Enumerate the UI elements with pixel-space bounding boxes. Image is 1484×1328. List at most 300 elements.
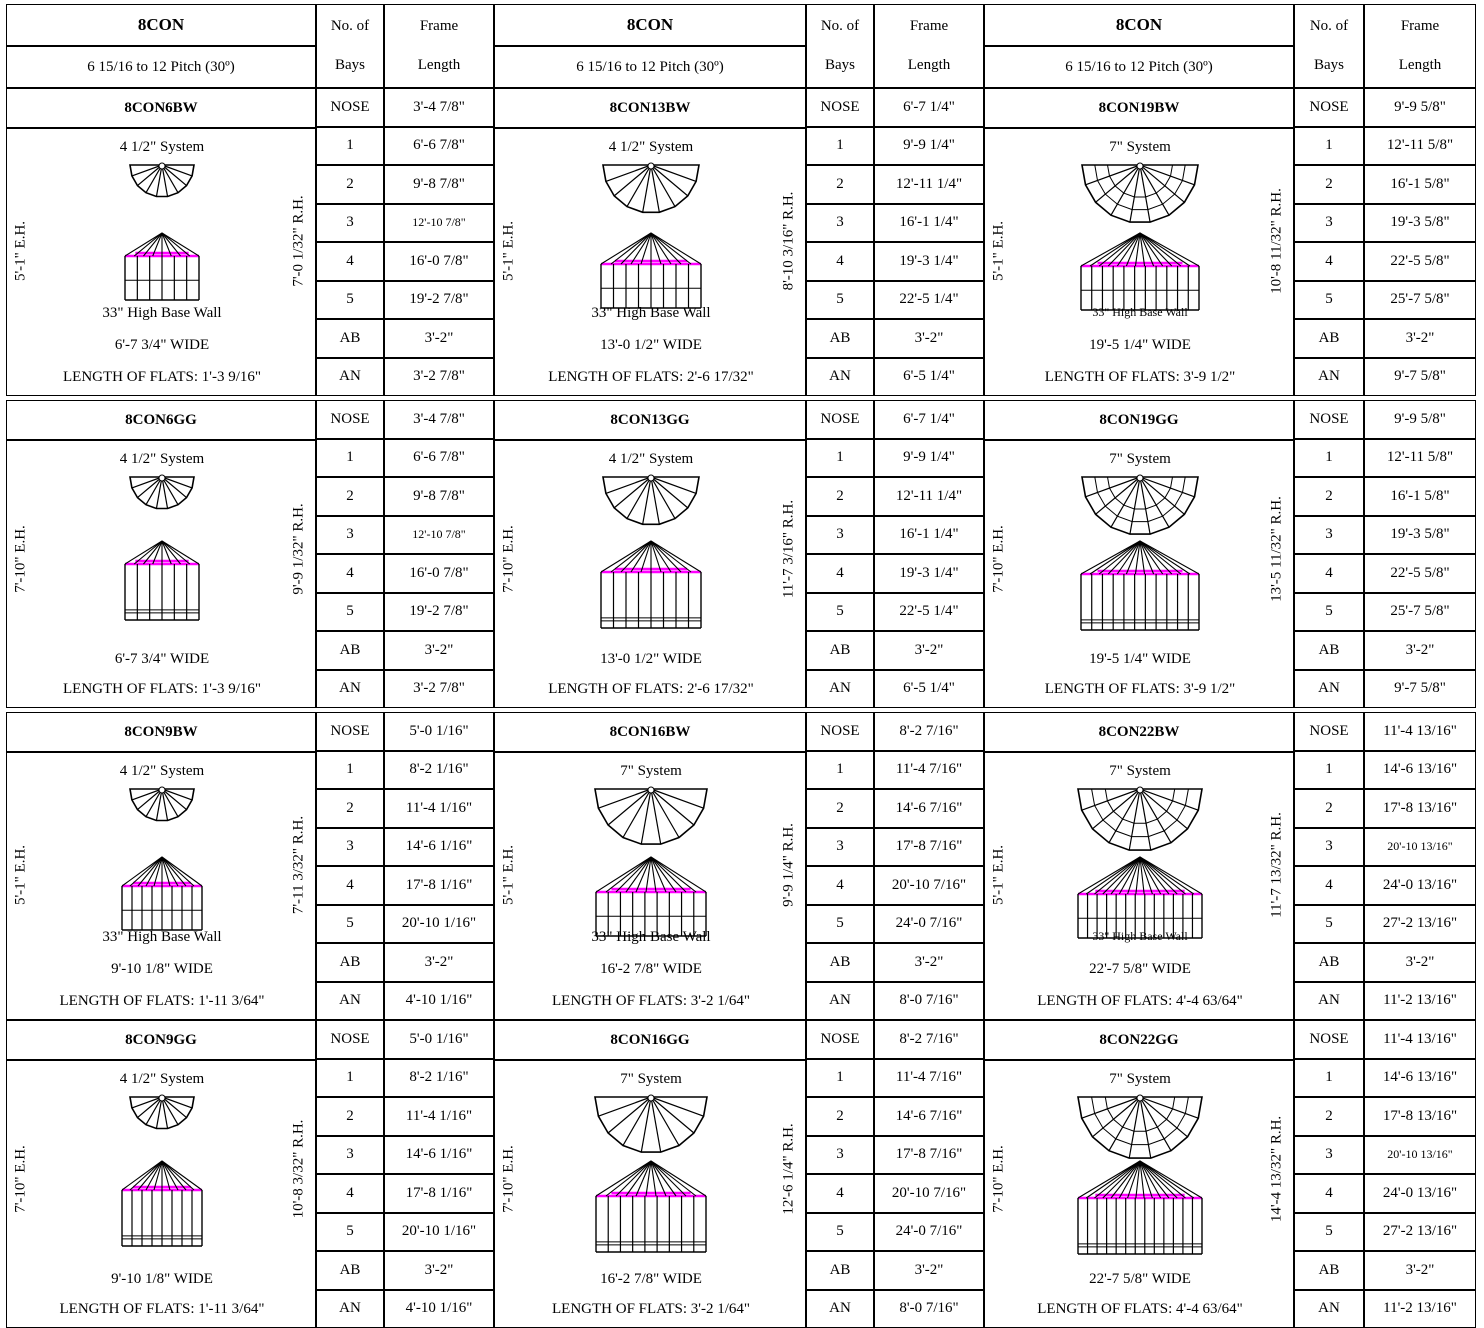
plan-hub	[648, 787, 654, 793]
panel-middle	[494, 4, 984, 1326]
plan-view-icon	[1076, 787, 1204, 855]
frame-length-cell: 27'-2 13/16"	[1364, 1213, 1476, 1252]
system-label: 4 1/2" System	[119, 1071, 205, 1087]
frame-length-cell: 9'-7 5/8"	[1364, 358, 1476, 397]
eave-height-label: 7'-10" E.H.	[500, 1145, 517, 1213]
model-drawing	[984, 128, 1294, 396]
elev-rafter	[1081, 541, 1140, 574]
model-code: 8CON6BW	[6, 88, 316, 128]
bay-cell: 1	[806, 1059, 874, 1098]
bay-cell: 1	[316, 1059, 384, 1098]
bay-cell: 1	[1294, 127, 1364, 166]
model-drawing	[6, 128, 316, 396]
frame-length-cell: 3'-2"	[1364, 1251, 1476, 1290]
bay-cell: 1	[1294, 751, 1364, 790]
header-bays-bottom: Bays	[1314, 57, 1344, 73]
plan-ring	[1105, 1097, 1174, 1131]
plan-view-icon	[1080, 163, 1200, 227]
frame-length-cell: 3'-2"	[1364, 631, 1476, 670]
elevation-view-icon	[125, 233, 201, 305]
frame-length-cell: 24'-0 7/16"	[874, 1213, 984, 1252]
bay-cell: 2	[806, 1097, 874, 1136]
plan-outline	[130, 1097, 194, 1129]
width-label: 16'-2 7/8" WIDE	[600, 961, 702, 977]
frame-length-cell: 3'-2"	[384, 319, 494, 358]
bay-cell: NOSE	[1294, 712, 1364, 751]
bay-cell: AN	[316, 1290, 384, 1328]
frame-length-cell: 3'-2"	[874, 1251, 984, 1290]
bay-cell: 1	[806, 127, 874, 166]
plan-hub	[648, 163, 654, 169]
elev-rafter	[651, 857, 706, 892]
base-wall-label: 33" High Base Wall	[1092, 929, 1188, 943]
bay-cell: 2	[316, 477, 384, 516]
bay-cell: AB	[806, 943, 874, 982]
frame-length-cell: 9'-8 7/8"	[384, 165, 494, 204]
plan-ring	[1108, 165, 1173, 197]
eave-height-label: 5'-1" E.H.	[500, 220, 517, 282]
frame-length-cell: 6'-7 1/4"	[874, 400, 984, 439]
plan-rafter	[651, 477, 688, 508]
flats-label: LENGTH OF FLATS: 1'-3 9/16"	[63, 369, 261, 385]
bay-cell: 3	[1294, 828, 1364, 867]
plan-hub	[159, 475, 165, 481]
frame-length-cell: 19'-3 5/8"	[1364, 516, 1476, 555]
header-bays-bottom: Bays	[335, 57, 365, 73]
frame-length-cell: 20'-10 13/16"	[1364, 828, 1476, 867]
frame-length-cell: 8'-2 7/16"	[874, 1020, 984, 1059]
bay-cell: 5	[806, 905, 874, 944]
model-drawing	[494, 752, 806, 1020]
frame-length-cell: 8'-0 7/16"	[874, 1290, 984, 1328]
frame-length-cell: 20'-10 1/16"	[384, 905, 494, 944]
frame-length-cell: 11'-4 7/16"	[874, 1059, 984, 1098]
elevation-view-icon	[1081, 233, 1201, 315]
header-title: 8CON	[494, 4, 806, 46]
bay-cell: AB	[806, 319, 874, 358]
header-title: 8CON	[984, 4, 1294, 46]
frame-length-cell: 9'-7 5/8"	[1364, 670, 1476, 709]
bay-cell: 5	[1294, 281, 1364, 320]
plan-hub	[1137, 475, 1143, 481]
bay-cell: 3	[1294, 1136, 1364, 1175]
system-label: 7" System	[1109, 763, 1171, 779]
bay-cell: AB	[1294, 1251, 1364, 1290]
elevation-view-icon	[122, 1161, 204, 1251]
bay-cell: 4	[806, 1174, 874, 1213]
elev-rafter	[1090, 541, 1140, 574]
bay-cell: NOSE	[316, 1020, 384, 1059]
frame-length-cell: 6'-6 7/8"	[384, 439, 494, 478]
width-label: 19'-5 1/4" WIDE	[1089, 337, 1191, 353]
plan-rafter	[614, 477, 651, 508]
frame-length-cell: 16'-1 1/4"	[874, 516, 984, 555]
frame-length-cell: 9'-9 1/4"	[874, 439, 984, 478]
plan-rafter	[132, 165, 162, 176]
elev-rafter	[1081, 233, 1140, 266]
model-block	[494, 400, 984, 708]
elevation-view-icon	[601, 541, 703, 633]
model-code: 8CON13BW	[494, 88, 806, 128]
elev-rafter	[1095, 1161, 1140, 1198]
frame-length-cell: 17'-8 1/16"	[384, 1174, 494, 1213]
plan-rafter	[162, 1097, 192, 1108]
bay-cell: AN	[1294, 1290, 1364, 1328]
bay-cell: 4	[316, 866, 384, 905]
frame-length-cell: 9'-9 5/8"	[1364, 88, 1476, 127]
plan-rafter	[598, 1097, 651, 1116]
elev-rafter	[1140, 541, 1199, 574]
header-frame-bottom: Length	[907, 57, 951, 73]
bay-cell: NOSE	[806, 400, 874, 439]
frame-length-cell: 11'-2 13/16"	[1364, 982, 1476, 1021]
bay-cell: 4	[806, 866, 874, 905]
plan-rafter	[162, 789, 192, 800]
elev-rafter	[631, 541, 651, 572]
frame-length-cell: 19'-2 7/8"	[384, 281, 494, 320]
bay-cell: 4	[1294, 866, 1364, 905]
eave-height-label: 7'-10" E.H.	[12, 525, 29, 593]
header-bays	[806, 4, 874, 88]
plan-rafter	[651, 1097, 694, 1133]
system-label: 4 1/2" System	[119, 763, 205, 779]
elev-rafter	[651, 857, 686, 892]
bay-cell: AB	[316, 943, 384, 982]
frame-length-cell: 19'-3 5/8"	[1364, 204, 1476, 243]
header-pitch: 6 15/16 to 12 Pitch (30º)	[6, 46, 316, 88]
eave-height-label: 7'-10" E.H.	[990, 1145, 1007, 1213]
bay-cell: 1	[1294, 1059, 1364, 1098]
bay-cell: 3	[316, 1136, 384, 1175]
bay-cell: NOSE	[1294, 88, 1364, 127]
header-bays-top: No. of	[330, 18, 370, 34]
elevation-view-icon	[601, 233, 703, 313]
bay-cell: 4	[316, 554, 384, 593]
header-frame-bottom: Length	[1398, 57, 1442, 73]
elev-rafter	[606, 1161, 651, 1196]
plan-view-icon	[128, 163, 196, 201]
bay-cell: AB	[316, 1251, 384, 1290]
frame-length-cell: 11'-2 13/16"	[1364, 1290, 1476, 1328]
ridge-height-label: 10'-8 3/32" R.H.	[290, 1119, 307, 1219]
model-code: 8CON22GG	[984, 1020, 1294, 1060]
plan-ring	[1108, 477, 1173, 509]
flats-label: LENGTH OF FLATS: 3'-9 1/2"	[1044, 681, 1236, 697]
model-block	[984, 1020, 1476, 1328]
frame-length-cell: 6'-5 1/4"	[874, 670, 984, 709]
width-label: 16'-2 7/8" WIDE	[600, 1271, 702, 1287]
bay-cell: 3	[1294, 516, 1364, 555]
elevation-view-icon	[1081, 541, 1201, 635]
elev-rafter	[1108, 541, 1140, 574]
frame-length-cell: 27'-2 13/16"	[1364, 905, 1476, 944]
plan-hub	[648, 475, 654, 481]
frame-length-cell: 3'-2"	[384, 631, 494, 670]
elev-rafter	[611, 541, 651, 572]
flats-label: LENGTH OF FLATS: 2'-6 17/32"	[548, 681, 754, 697]
eave-height-label: 7'-10" E.H.	[500, 525, 517, 593]
elev-rafter	[130, 857, 162, 886]
model-block	[984, 88, 1476, 396]
elev-rafter	[146, 1161, 162, 1190]
bay-cell: 3	[806, 516, 874, 555]
header-bays-top: No. of	[1309, 18, 1349, 34]
frame-length-cell: 8'-2 7/16"	[874, 712, 984, 751]
bay-cell: AB	[806, 1251, 874, 1290]
frame-length-cell: 22'-5 5/8"	[1364, 242, 1476, 281]
bay-cell: 3	[806, 828, 874, 867]
base-wall-label: 33" High Base Wall	[591, 929, 711, 945]
frame-length-cell: 17'-8 1/16"	[384, 866, 494, 905]
eave-height-label: 5'-1" E.H.	[990, 844, 1007, 906]
elev-rafter	[162, 857, 194, 886]
model-drawing	[6, 1060, 316, 1328]
elev-rafter	[1140, 541, 1172, 574]
elevation-view-icon	[596, 1161, 708, 1257]
elev-rafter	[1140, 857, 1185, 894]
frame-length-cell: 22'-5 1/4"	[874, 593, 984, 632]
frame-length-cell: 16'-0 7/8"	[384, 554, 494, 593]
bay-cell: AB	[1294, 631, 1364, 670]
ridge-height-label: 7'-11 3/32" R.H.	[290, 815, 307, 915]
frame-length-cell: 8'-2 1/16"	[384, 1059, 494, 1098]
header-frame-top: Frame	[1400, 18, 1440, 34]
bay-cell: NOSE	[806, 1020, 874, 1059]
bay-cell: 3	[316, 828, 384, 867]
elev-rafter	[1111, 857, 1140, 894]
plan-outline	[603, 477, 699, 524]
model-drawing	[984, 752, 1294, 1020]
frame-length-cell: 20'-10 1/16"	[384, 1213, 494, 1252]
elev-rafter	[1108, 233, 1140, 266]
header-frame-bottom: Length	[417, 57, 461, 73]
frame-length-cell: 17'-8 7/16"	[874, 828, 984, 867]
elev-rafter	[162, 1161, 178, 1190]
elev-rafter	[596, 1161, 651, 1196]
plan-rafter	[651, 165, 696, 181]
system-label: 4 1/2" System	[608, 139, 694, 155]
model-drawing	[494, 440, 806, 708]
frame-length-cell: 14'-6 1/16"	[384, 1136, 494, 1175]
plan-view-icon	[1080, 475, 1200, 539]
elev-rafter	[1140, 233, 1172, 266]
header-title: 8CON	[6, 4, 316, 46]
system-label: 4 1/2" System	[608, 451, 694, 467]
ridge-height-label: 8'-10 3/16" R.H.	[780, 191, 797, 291]
plan-view-icon	[593, 787, 709, 849]
ridge-height-label: 14'-4 13/32" R.H.	[1268, 1115, 1285, 1223]
frame-length-cell: 17'-8 13/16"	[1364, 789, 1476, 828]
elev-rafter	[651, 233, 671, 264]
bay-cell: 1	[316, 127, 384, 166]
elevation-view-icon	[1078, 1161, 1204, 1259]
bay-cell: AN	[1294, 670, 1364, 709]
model-block	[494, 1020, 984, 1328]
model-drawing	[984, 440, 1294, 708]
ridge-height-label: 9'-9 1/32" R.H.	[290, 503, 307, 595]
flats-label: LENGTH OF FLATS: 4'-4 63/64"	[1037, 1301, 1243, 1317]
header-pitch: 6 15/16 to 12 Pitch (30º)	[984, 46, 1294, 88]
frame-length-cell: 11'-4 1/16"	[384, 1097, 494, 1136]
width-label: 9'-10 1/8" WIDE	[111, 1271, 213, 1287]
model-code: 8CON16BW	[494, 712, 806, 752]
plan-hub	[648, 1095, 654, 1101]
elev-rafter	[651, 233, 691, 264]
elev-rafter	[1099, 541, 1140, 574]
bay-cell: 5	[316, 1213, 384, 1252]
frame-length-cell: 16'-1 1/4"	[874, 204, 984, 243]
header-frame	[1364, 4, 1476, 88]
bay-cell: 5	[316, 281, 384, 320]
plan-view-icon	[601, 163, 701, 217]
model-drawing	[984, 1060, 1294, 1328]
bay-cell: 2	[316, 165, 384, 204]
frame-length-cell: 5'-0 1/16"	[384, 712, 494, 751]
frame-length-cell: 9'-9 1/4"	[874, 127, 984, 166]
plan-rafter	[162, 477, 192, 488]
elev-rafter	[651, 1161, 706, 1196]
model-code: 8CON19GG	[984, 400, 1294, 440]
plan-outline	[595, 789, 707, 844]
frame-length-cell: 25'-7 5/8"	[1364, 281, 1476, 320]
frame-length-cell: 17'-8 13/16"	[1364, 1097, 1476, 1136]
frame-length-cell: 12'-11 1/4"	[874, 477, 984, 516]
header-bays-top: No. of	[820, 18, 860, 34]
frame-length-cell: 3'-2"	[1364, 319, 1476, 358]
frame-length-cell: 24'-0 13/16"	[1364, 866, 1476, 905]
flats-label: LENGTH OF FLATS: 3'-9 1/2"	[1044, 369, 1236, 385]
bay-cell: AN	[316, 670, 384, 709]
plan-rafter	[606, 165, 651, 181]
frame-length-cell: 11'-4 13/16"	[1364, 1020, 1476, 1059]
frame-length-cell: 6'-7 1/4"	[874, 88, 984, 127]
elev-rafter	[1140, 541, 1190, 574]
frame-length-cell: 25'-7 5/8"	[1364, 593, 1476, 632]
bay-cell: 2	[806, 789, 874, 828]
frame-length-cell: 20'-10 13/16"	[1364, 1136, 1476, 1175]
system-label: 4 1/2" System	[119, 451, 205, 467]
width-label: 22'-7 5/8" WIDE	[1089, 1271, 1191, 1287]
bay-cell: NOSE	[316, 400, 384, 439]
frame-length-cell: 16'-1 5/8"	[1364, 477, 1476, 516]
bay-cell: 3	[1294, 204, 1364, 243]
plan-view-icon	[1076, 1095, 1204, 1163]
plan-rafter	[132, 789, 162, 800]
header-bays	[1294, 4, 1364, 88]
elev-rafter	[651, 541, 691, 572]
model-code: 8CON6GG	[6, 400, 316, 440]
frame-length-cell: 11'-4 13/16"	[1364, 712, 1476, 751]
elev-rafter	[1140, 1161, 1194, 1198]
elev-rafter	[1140, 233, 1199, 266]
ridge-height-label: 12'-6 1/4" R.H.	[780, 1123, 797, 1215]
width-label: 13'-0 1/2" WIDE	[600, 651, 702, 667]
width-label: 6'-7 3/4" WIDE	[114, 651, 210, 667]
ridge-height-label: 7'-0 1/32" R.H.	[290, 195, 307, 287]
frame-length-cell: 12'-10 7/8"	[384, 516, 494, 555]
elev-rafter	[162, 1161, 194, 1190]
frame-length-cell: 5'-0 1/16"	[384, 1020, 494, 1059]
plan-hub	[159, 787, 165, 793]
frame-length-cell: 3'-2"	[874, 943, 984, 982]
frame-length-cell: 3'-2"	[874, 631, 984, 670]
plan-rafter	[614, 165, 651, 196]
plan-hub	[159, 163, 165, 169]
elev-rafter	[1086, 857, 1140, 894]
elev-rafter	[1140, 541, 1181, 574]
base-wall-label: 33" High Base Wall	[1092, 305, 1188, 319]
plan-outline	[595, 1097, 707, 1152]
elev-rafter	[1099, 233, 1140, 266]
frame-length-cell: 24'-0 13/16"	[1364, 1174, 1476, 1213]
ridge-height-label: 11'-7 3/16" R.H.	[780, 499, 797, 599]
flats-label: LENGTH OF FLATS: 3'-2 1/64"	[552, 993, 750, 1009]
model-code: 8CON13GG	[494, 400, 806, 440]
model-block	[6, 88, 494, 396]
bay-cell: 2	[1294, 165, 1364, 204]
base-wall-label: 33" High Base Wall	[102, 929, 222, 945]
bay-cell: 1	[806, 751, 874, 790]
elev-rafter	[616, 1161, 651, 1196]
plan-view-icon	[128, 475, 196, 513]
frame-length-cell: 3'-4 7/8"	[384, 400, 494, 439]
elev-rafter	[651, 541, 671, 572]
width-label: 13'-0 1/2" WIDE	[600, 337, 702, 353]
plan-outline	[603, 165, 699, 212]
bay-cell: AN	[316, 358, 384, 397]
model-drawing	[494, 128, 806, 396]
frame-length-cell: 4'-10 1/16"	[384, 982, 494, 1021]
width-label: 22'-7 5/8" WIDE	[1089, 961, 1191, 977]
bay-cell: 5	[806, 1213, 874, 1252]
bay-cell: NOSE	[316, 712, 384, 751]
bay-cell: 5	[1294, 1213, 1364, 1252]
bay-cell: AN	[1294, 358, 1364, 397]
eave-height-label: 5'-1" E.H.	[500, 844, 517, 906]
elev-rafter	[651, 1161, 696, 1196]
elevation-view-icon	[125, 541, 201, 625]
frame-length-cell: 12'-11 1/4"	[874, 165, 984, 204]
plan-hub	[1137, 1095, 1143, 1101]
elev-rafter	[162, 857, 178, 886]
elev-rafter	[1140, 1161, 1185, 1198]
plan-rafter	[162, 165, 192, 176]
plan-ring	[1105, 789, 1174, 823]
frame-length-cell: 3'-2 7/8"	[384, 670, 494, 709]
bay-cell: 3	[316, 516, 384, 555]
plan-hub	[1137, 163, 1143, 169]
frame-length-cell: 14'-6 13/16"	[1364, 751, 1476, 790]
system-label: 7" System	[1109, 451, 1171, 467]
frame-length-cell: 19'-3 1/4"	[874, 242, 984, 281]
bay-cell: 4	[316, 1174, 384, 1213]
frame-length-cell: 11'-4 7/16"	[874, 751, 984, 790]
base-wall-label: 33" High Base Wall	[591, 305, 711, 321]
flats-label: LENGTH OF FLATS: 3'-2 1/64"	[552, 1301, 750, 1317]
frame-length-cell: 3'-2"	[874, 319, 984, 358]
bay-cell: AB	[1294, 943, 1364, 982]
elev-rafter	[1111, 1161, 1140, 1198]
bay-cell: 4	[316, 242, 384, 281]
bay-cell: 3	[806, 204, 874, 243]
elev-rafter	[1095, 857, 1140, 894]
bay-cell: AB	[806, 631, 874, 670]
eave-height-label: 5'-1" E.H.	[12, 844, 29, 906]
bay-cell: 5	[806, 281, 874, 320]
frame-length-cell: 11'-4 1/16"	[384, 789, 494, 828]
bay-cell: 4	[806, 242, 874, 281]
plan-rafter	[651, 789, 694, 825]
